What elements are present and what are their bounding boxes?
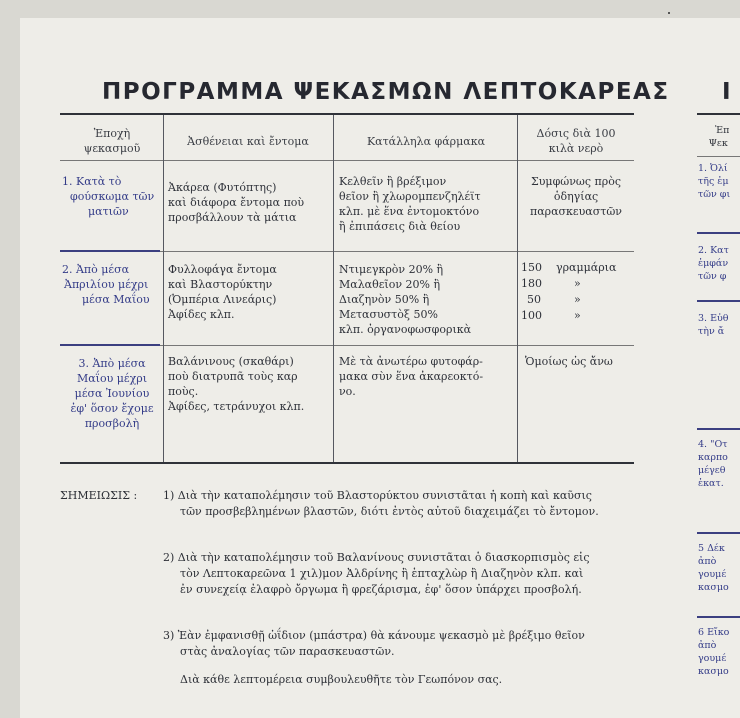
row1-period: 1. Κατὰ τὸ φούσκωμα τῶν ματιῶν [62,175,155,218]
right-row-6: 6 Εἴκο ἀπὸ γουμέ κασμο [698,627,730,677]
col-divider-2 [333,115,334,462]
row1-remedies: Κελθεῖν ἢ βρέξιμον θεῖον ἢ χλωρομπενζηλέϊτ κλπ. μὲ ἕνα ἐντομοκτόνο ἢ ἐπιπάσεις διὰ θείου [339,175,481,233]
right-row-rule-1 [697,232,740,234]
right-row-5: 5 Δέκ ἀπὸ γουμέ κασμο [698,543,729,593]
right-row-rule-2 [697,300,740,302]
row-accent-1 [60,250,160,252]
right-table-top-rule [697,113,740,115]
right-page-title-fragment: Ι [722,79,731,105]
row3-period: 3. Ἀπὸ μέσα Μαΐου μέχρι μέσα Ἰουνίου ἐφ' ὅσον ἔχομε προσβολὴ [70,357,154,430]
right-row-1: 1. Ὀλί τῆς ἐμ τῶν φι [698,163,731,200]
note-3: 3) Ἐὰν ἐμφανισθῇ ὠΐδιον (μπάστρα) θὰ κάνουμε ψεκασμὸ μὲ βρέξιμο θεῖον στὰς ἀναλογίας τῶν παρασκευαστῶν. [163,629,585,658]
header-remedies: Κατάλληλα φάρμακα [366,135,486,148]
header-doses: Δόσις διὰ 100 κιλὰ νερὸ [536,127,616,155]
row3-remedies: Μὲ τὰ ἀνωτέρω φυτοφάρ- μακα σὺν ἕνα ἀκαρεοκτό- νο. [339,355,484,398]
scanned-page: ΠΡΟΓΡΑΜΜΑ ΨΕΚΑΣΜΩΝ ΛΕΠΤΟΚΑΡΕΑΣ Ι Ἐποχὴ ψεκασμοῦ Ἀσθένειαι καὶ ἔντομα Κατάλληλα φάρμακα Δόσις διὰ 100 κιλὰ νερὸ 1. Κατὰ τὸ φούσκωμα τῶν ματιῶν Ἀκάρεα (Φυτόπτης) καὶ διάφορα ἔντομα ποὺ προσβάλλουν τὰ μάτια Κελθεῖν ἢ βρέξιμον θεῖον ἢ χλωρομπενζηλέϊτ κλπ. μὲ ἕνα ἐντομοκτόνο ἢ ἐπιπάσεις διὰ θείου Συμφώνως πρὸς ὁδηγίας παρασκευαστῶν 2. Ἀπὸ μέσα Ἀπριλίου μέχρι μέσα Μαΐου Φυλλοφάγα ἔντομα καὶ Βλαστορύκτην (Ὀμπέρια Λινεάρις) Ἀφίδες κλπ. Ντιμεγκρὸν 20% ἢ Μαλαθεῖον 20% ἢ Διαζηνὸν 50% ἢ Μετασυστὸξ 50% κλπ. ὀργανοφωσφορικὰ 150 γραμμάρια 180 » 50 » 100 » 3. Ἀπὸ μέσα Μαΐου μέχρι μέσα Ἰουνίου ἐφ' ὅσον ἔχομε προσβολὴ Βαλάνινους (σκαθάρι) ποὺ διατρυπᾶ τοὺς καρ ποὺς. Ἀφίδες, τετράνυχοι κλπ. Μὲ τὰ ἀνωτέρω φυτοφάρ- μακα σὺν ἕνα ἀκαρεοκτό- νο. Ὁμοίως ὡς ἄνω ΣΗΜΕΙΩΣΙΣ : 1) Διὰ τὴν καταπολέμησιν τοῦ Βλαστορύκτου συνιστᾶται ἡ κοπὴ καὶ καῦσις τῶν προσβεβλημένων βλαστῶν, διότι ἐντὸς αὐτοῦ διαχειμάζει τὸ ἔντομον. 2) Διὰ τὴν καταπολέμησιν τοῦ Βαλανίνους συνιστᾶται ὁ διασκορπισμὸς εἰς τὸν Λεπτοκαρεῶνα 1 χιλ)μον Ἀλδρίνης ἢ ἑπταχλὼρ ἢ Διαζηνὸν κλπ. καὶ ἐν συνεχείᾳ ἐλαφρὸ ὄργωμα ἢ φρεζάρισμα, ἐφ' ὅσον ὑπάρχει προσβολή. 3) Ἐὰν ἐμφανισθῇ ὠΐδιον (μπάστρα) θὰ κάνουμε ψεκασμὸ μὲ βρέξιμο θεῖον στὰς ἀναλογίας τῶν παρασκευαστῶν. Διὰ κάθε λεπτομέρεια συμβουλευθῆτε τὸν Γεωπόνον σας. Ἐπ Ψεκ 1. Ὀλί τῆς ἐμ τῶν φι 2. Κατ ἐμφάν τῶν φ 3. Εὐθ τὴν ἄ 4. "Οτ καρπο μέγεθ ἑκατ. 5 Δέκ ἀπὸ γουμέ κασμο 6 Εἴκο ἀπὸ γουμέ κασμο [0,0,740,696]
header-pests: Ἀσθένειαι καὶ ἔντομα [187,135,309,148]
header-period: Ἐποχὴ ψεκασμοῦ [83,127,141,155]
row3-doses: Ὁμοίως ὡς ἄνω [525,355,613,368]
right-row-rule-4 [697,532,740,534]
right-row-rule-3 [697,428,740,430]
right-row-2: 2. Κατ ἐμφάν τῶν φ [698,245,729,282]
row2-remedies: Ντιμεγκρὸν 20% ἢ Μαλαθεῖον 20% ἢ Διαζηνὸν 50% ἢ Μετασυστὸξ 50% κλπ. ὀργανοφωσφορικὰ [339,263,472,336]
header-rule [60,160,634,161]
row1-pests: Ἀκάρεα (Φυτόπτης) καὶ διάφορα ἔντομα ποὺ προσβάλλουν τὰ μάτια [168,181,305,224]
notes-label: ΣΗΜΕΙΩΣΙΣ : [60,489,138,502]
note-1: 1) Διὰ τὴν καταπολέμησιν τοῦ Βλαστορύκτου συνιστᾶται ἡ κοπὴ καὶ καῦσις τῶν προσβεβλημένων βλαστῶν, διότι ἐντὸς αὐτοῦ διαχειμάζει τὸ ἔντομον. [163,489,599,518]
right-row-rule-5 [697,616,740,618]
note-2: 2) Διὰ τὴν καταπολέμησιν τοῦ Βαλανίνους συνιστᾶται ὁ διασκορπισμὸς εἰς τὸν Λεπτοκαρεῶνα 1 χιλ)μον Ἀλδρίνης ἢ ἑπταχλὼρ ἢ Διαζηνὸν κλπ. καὶ ἐν συνεχείᾳ ἐλαφρὸ ὄργωμα ἢ φρεζάρισμα, ἐφ' ὅσον ὑπάρχει προσβολή. [163,551,590,596]
row3-pests: Βαλάνινους (σκαθάρι) ποὺ διατρυπᾶ τοὺς καρ ποὺς. Ἀφίδες, τετράνυχοι κλπ. [168,355,305,413]
row1-doses: Συμφώνως πρὸς ὁδηγίας παρασκευαστῶν [529,175,622,218]
table-bottom-rule [60,462,634,464]
right-row-4: 4. "Οτ καρπο μέγεθ ἑκατ. [698,439,728,489]
col-divider-3 [517,115,518,462]
notes-footer: Διὰ κάθε λεπτομέρεια συμβουλευθῆτε τὸν Γεωπόνον σας. [180,673,503,686]
right-header: Ἐπ Ψεκ [708,125,730,149]
row-accent-2 [60,344,160,346]
row2-period: 2. Ἀπὸ μέσα Ἀπριλίου μέχρι μέσα Μαΐου [62,263,150,306]
right-header-rule [697,156,740,157]
table-top-rule [60,113,634,115]
row2-pests: Φυλλοφάγα ἔντομα καὶ Βλαστορύκτην (Ὀμπέρια Λινεάρις) Ἀφίδες κλπ. [168,263,277,321]
page-title: ΠΡΟΓΡΑΜΜΑ ΨΕΚΑΣΜΩΝ ΛΕΠΤΟΚΑΡΕΑΣ [102,79,670,105]
speck [668,12,670,14]
right-row-3: 3. Εὐθ τὴν ἄ [698,313,729,337]
